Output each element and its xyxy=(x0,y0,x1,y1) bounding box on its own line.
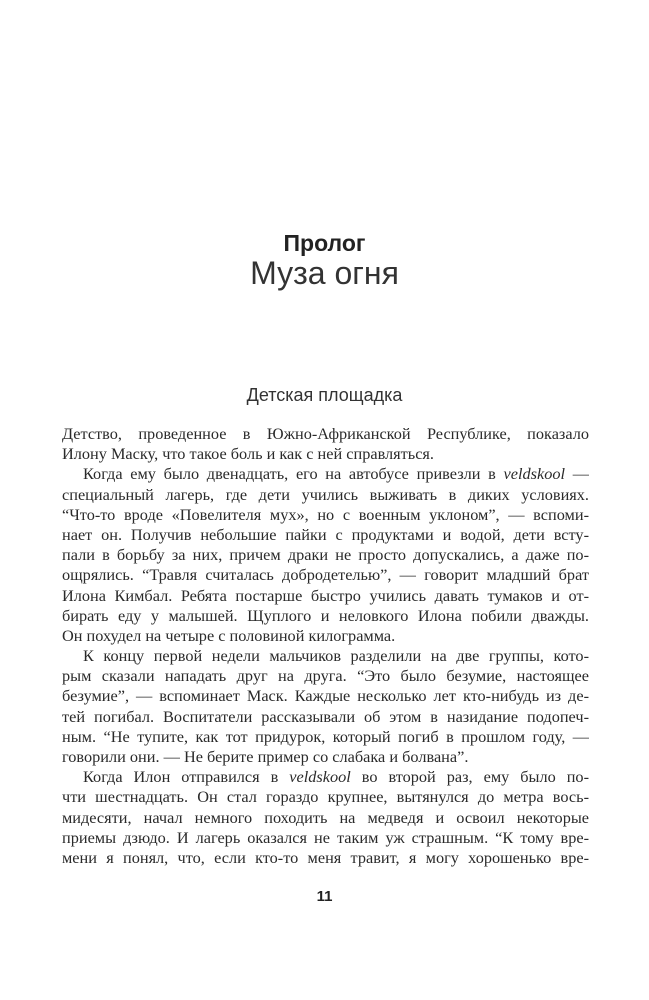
text-line xyxy=(62,525,589,545)
text-fragment: пали в борьбу за них, причем драки не просто допускались, а даже по- xyxy=(62,545,589,565)
text-fragment: Детство, проведенное в Южно-Африканской Республике, показало xyxy=(62,424,589,443)
text-fragment: ощрялись. “Травля считалась добродетелью”, — говорит младший брат xyxy=(62,565,589,585)
text-fragment: мидесяти, начал немного походить на медведя и освоил некоторые xyxy=(62,807,589,827)
text-line xyxy=(62,586,589,606)
text-fragment: тей погибал. Воспитатели рассказывали об этом в назидание подопеч- xyxy=(62,706,589,726)
text-line xyxy=(62,424,589,444)
text-line xyxy=(62,565,589,585)
text-fragment: ным. “Не тупите, как тот придурок, который погиб в прошлом году, — xyxy=(62,726,589,746)
text-fragment: безумие”, — вспоминает Маск. Каждые несколько лет кто-нибудь из де- xyxy=(62,686,589,706)
text-line xyxy=(62,747,589,767)
text-line xyxy=(62,828,589,848)
text-fragment: К концу первой недели мальчиков разделили на две группы, кото- xyxy=(83,646,589,666)
text-fragment: чти шестнадцать. Он стал гораздо крупнее, вытянулся до метра вось- xyxy=(62,787,589,807)
text-fragment: — xyxy=(565,464,589,484)
text-fragment: Илону Маску, что такое боль и как с ней справляться. xyxy=(62,444,434,464)
page-number: 11 xyxy=(316,888,333,905)
text-fragment: бирать еду у малышей. Щуплого и неловкого Илона побили дважды. xyxy=(62,605,589,625)
text-fragment: говорили они. — Не берите пример со слабака и болвана”. xyxy=(62,747,469,766)
text-line xyxy=(62,707,589,727)
text-line xyxy=(62,464,589,484)
text-fragment: Когда Илон отправился в xyxy=(83,767,290,787)
text-line xyxy=(62,848,589,868)
text-line xyxy=(62,808,589,828)
text-line xyxy=(62,666,589,686)
chapter-title: Муза огня xyxy=(250,255,399,291)
body-text xyxy=(62,424,589,868)
text-fragment: приемы дзюдо. И лагерь оказался не таким уж страшным. “К тому вре- xyxy=(62,827,589,847)
text-line xyxy=(62,626,589,646)
text-line xyxy=(62,767,589,787)
text-line xyxy=(62,787,589,807)
text-fragment: во второй раз, ему было по- xyxy=(350,767,589,787)
section-title: Детская площадка xyxy=(246,385,403,405)
text-fragment: “Что-то вроде «Повелителя мух», но с военным уклоном”, — вспоми- xyxy=(62,504,589,524)
text-line xyxy=(62,545,589,565)
text-line xyxy=(62,606,589,626)
text-line xyxy=(62,485,589,505)
text-line xyxy=(62,444,589,464)
italic-term: veldskool xyxy=(503,464,566,484)
italic-term: veldskool xyxy=(289,767,351,787)
text-line xyxy=(62,646,589,666)
text-line xyxy=(62,505,589,525)
text-line xyxy=(62,727,589,747)
chapter-label: Пролог xyxy=(283,230,366,256)
text-fragment: нает он. Получив небольшие пайки с продуктами и водой, дети всту- xyxy=(62,524,589,544)
text-fragment: специальный лагерь, где дети учились выживать в диких условиях. xyxy=(62,484,589,504)
text-line xyxy=(62,686,589,706)
text-fragment: Он похудел на четыре с половиной килограмма. xyxy=(62,625,396,645)
text-fragment: рым сказали нападать друг на друга. “Это было безумие, настоящее xyxy=(62,666,589,686)
text-fragment: Илона Кимбал. Ребята постарше быстро учились давать тумаков и от- xyxy=(62,585,589,605)
text-fragment: мени я понял, что, если кто-то меня травит, я могу хорошенько вре- xyxy=(62,847,589,867)
text-fragment: Когда ему было двенадцать, его на автобусе привезли в xyxy=(83,464,504,484)
